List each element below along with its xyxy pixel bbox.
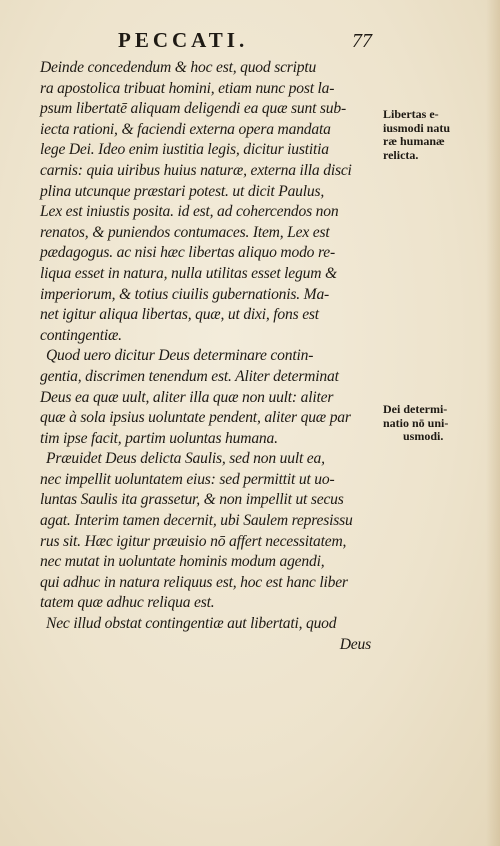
text-line: Nec illud obstat contingentiæ aut libertati, quod — [46, 615, 337, 633]
margin-line: iusmodi natu — [383, 120, 451, 135]
paragraph-2 — [40, 346, 385, 449]
catchword: Deus — [339, 635, 371, 653]
text-line: rus sit. Hæc igitur præuisio nō affert necessitatem, — [40, 532, 347, 550]
text-line: tim ipse facit, partim uoluntas humana. — [40, 429, 278, 447]
paragraph-1 — [40, 58, 385, 346]
margin-line: ræ humanæ — [383, 134, 445, 148]
text-line: agat. Interim tamen decernit, ubi Saulem represissu — [40, 512, 353, 530]
text-line: gentia, discrimen tenendum est. Aliter determinat — [40, 367, 339, 385]
margin-line: natio nō uni- — [383, 415, 449, 430]
text-line: net igitur aliqua libertas, quæ, ut dixi, fons est — [40, 306, 319, 324]
text-line: Deinde concedendum & hoc est, quod scriptu — [40, 59, 317, 76]
text-line: plina utcunque præstari potest. ut dicit Paulus, — [40, 182, 325, 200]
marginal-note-determinatio — [383, 403, 495, 444]
text-line: nec impellit uoluntatem eius: sed permittit ut uo- — [40, 470, 335, 488]
text-line: imperiorum, & totius ciuilis gubernationis. Ma- — [40, 285, 330, 303]
main-text-block — [40, 58, 385, 655]
margin-line: Libertas e- — [383, 107, 439, 121]
margin-line: usmodi. — [403, 429, 444, 443]
marginal-note-libertas — [383, 108, 495, 162]
page-header — [0, 28, 500, 56]
text-line: psum libertatē aliquam deligendi ea quæ sunt sub- — [40, 100, 346, 118]
margin-line: relicta. — [383, 147, 419, 162]
text-line: lege Dei. Ideo enim iustitia legis, dicitur iustitia — [40, 141, 329, 159]
text-line: Quod uero dicitur Deus determinare contin- — [46, 347, 314, 365]
text-line: nec mutat in uoluntate hominis modum agendi, — [40, 553, 325, 571]
text-line: ra apostolica tribuat homini, etiam nunc post la- — [40, 79, 335, 97]
page-number: 77 — [352, 30, 372, 52]
text-line: quæ à sola ipsius uoluntate pendent, aliter quæ par — [40, 409, 351, 427]
text-line: iecta rationi, & faciendi externa opera mandata — [40, 120, 331, 138]
text-line: Præuidet Deus delicta Saulis, sed non uult ea, — [46, 450, 325, 468]
paragraph-3 — [40, 449, 385, 614]
running-head: PECCATI. — [118, 28, 249, 52]
text-line: qui adhuc in natura reliquus est, hoc est hanc liber — [40, 573, 348, 591]
text-line: Deus ea quæ uult, aliter illa quæ non uult: aliter — [40, 388, 334, 406]
text-line: pædagogus. ac nisi hæc libertas aliquo modo re- — [40, 244, 335, 262]
text-line: luntas Saulis ita grassetur, & non impellit ut secus — [40, 491, 344, 509]
text-line: liqua esset in natura, nulla utilitas esset legum & — [40, 264, 337, 282]
margin-line: Dei determi- — [383, 402, 448, 416]
text-line: renatos, & puniendos contumaces. Item, Lex est — [40, 223, 330, 241]
text-line: contingentiæ. — [40, 326, 122, 344]
text-line: carnis: quia uiribus huius naturæ, externa illa disci — [40, 161, 352, 179]
text-line: tatem quæ adhuc reliqua est. — [40, 594, 215, 612]
paragraph-4 — [40, 614, 385, 635]
text-line: Lex est iniustis posita. id est, ad cohercendos non — [40, 203, 339, 221]
